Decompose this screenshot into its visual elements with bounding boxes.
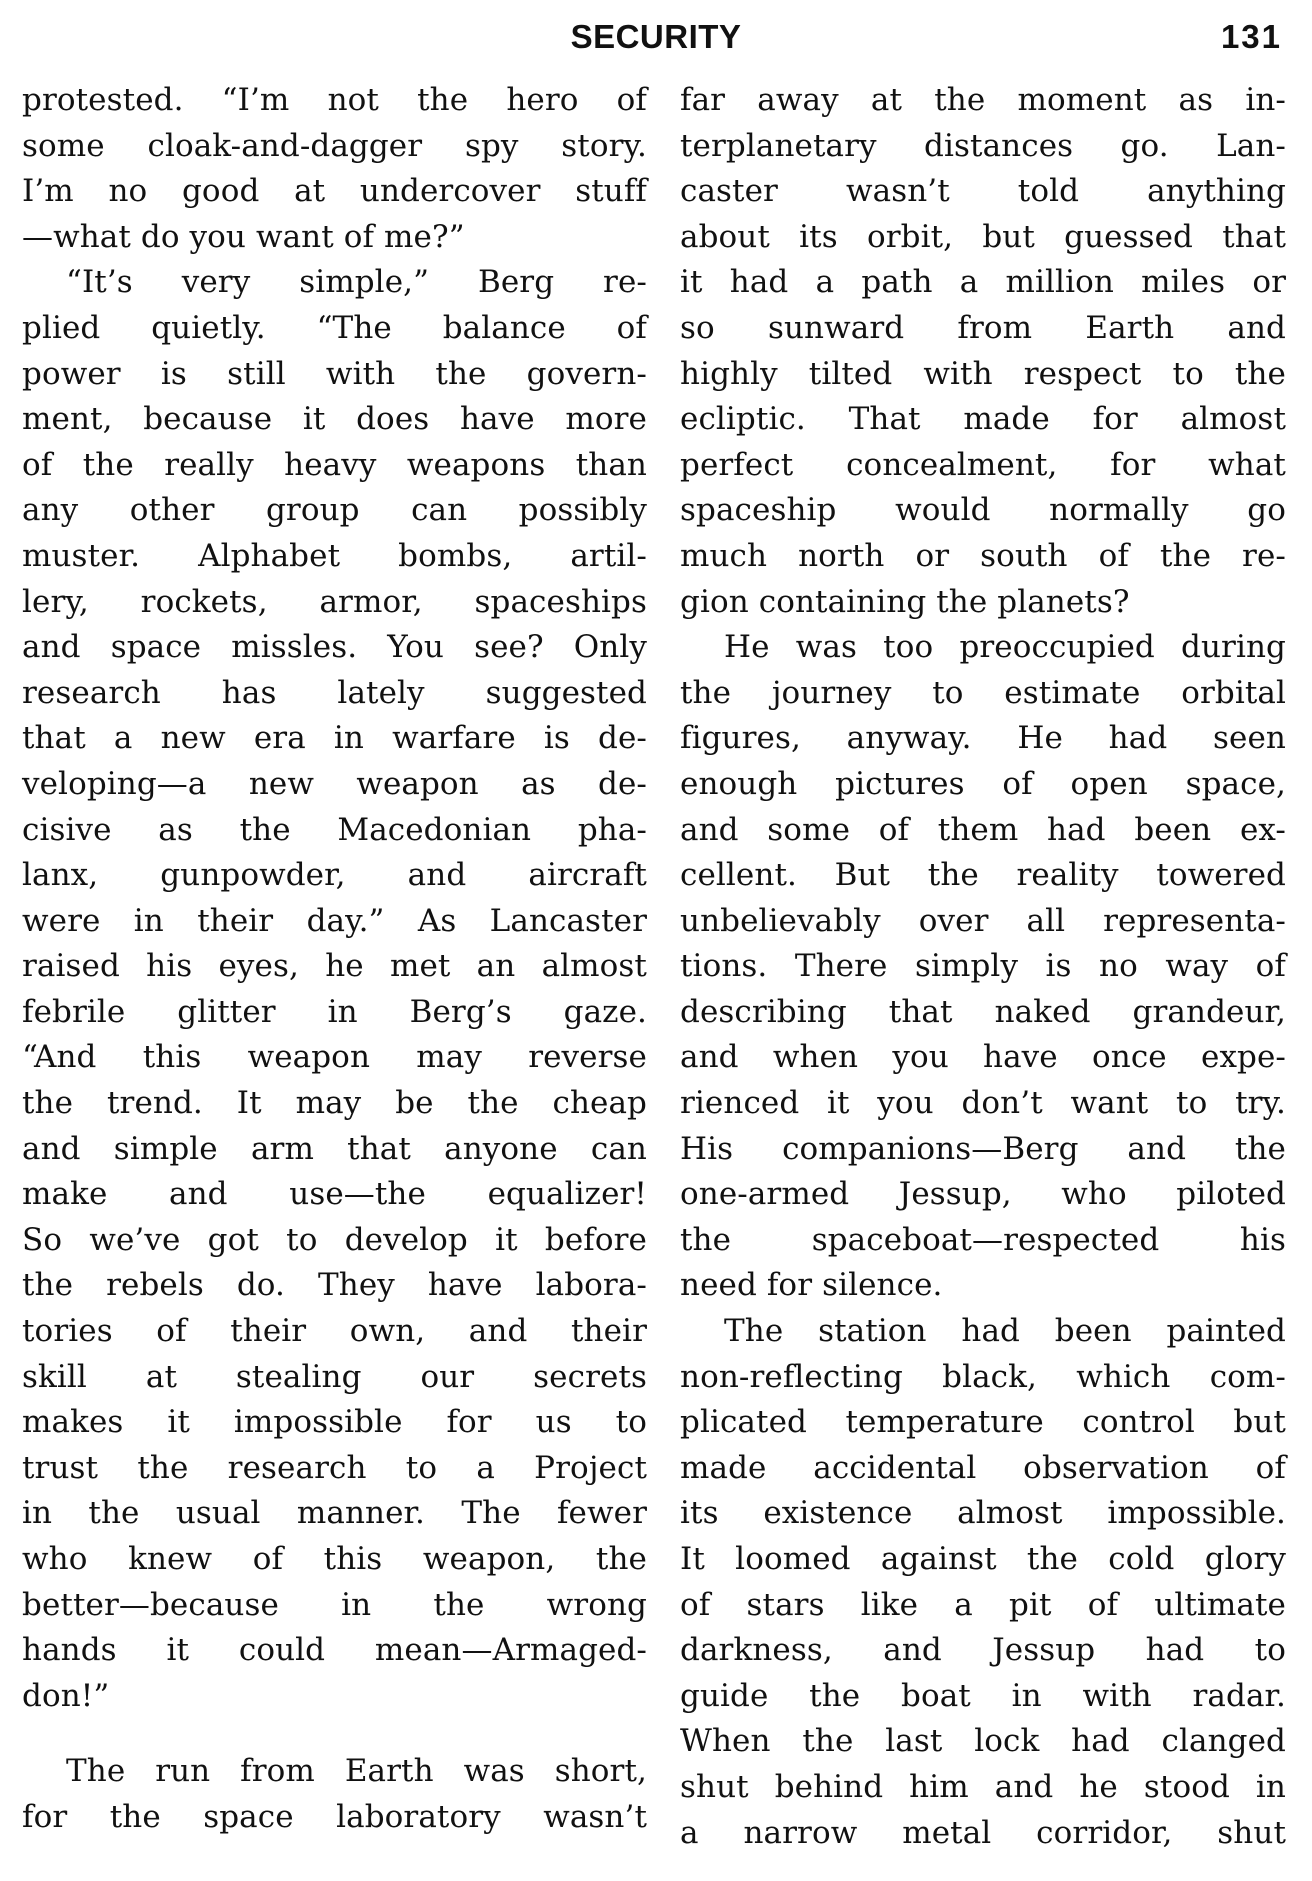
text-line: any other group can possibly [22, 492, 647, 529]
text-line: ecliptic. That made for almost [680, 401, 1286, 438]
text-line: who knew of this weapon, the [22, 1541, 647, 1577]
right-column [680, 78, 1286, 1856]
text-line: figures, anyway. He had seen [680, 720, 1286, 757]
text-line: don!” [22, 1677, 110, 1714]
text-line: describing that naked grandeur, [680, 993, 1286, 1030]
text-line: lery, rockets, armor, spaceships [22, 583, 647, 620]
running-title: SECURITY [570, 18, 742, 55]
text-line: His companions—Berg and the [680, 1130, 1286, 1167]
text-line: hands it could mean—Armaged- [22, 1632, 647, 1669]
text-line: rienced it you don’t want to try. [680, 1085, 1286, 1122]
text-line: made accidental observation of [680, 1449, 1286, 1486]
text-line: caster wasn’t told anything [680, 173, 1286, 210]
text-line: tions. There simply is no way of [680, 948, 1286, 985]
text-line: shut behind him and he stood in [680, 1768, 1286, 1805]
text-line: So we’ve got to develop it before [22, 1221, 647, 1258]
text-line: spaceship would normally go [680, 492, 1286, 529]
text-line: trust the research to a Project [22, 1449, 647, 1486]
text-line: it had a path a million miles or [680, 264, 1286, 301]
page-number: 131 [1220, 18, 1282, 55]
text-line: gion containing the planets? [680, 583, 1130, 620]
text-line: lanx, gunpowder, and aircraft [22, 857, 647, 894]
text-line: unbelievably over all representa- [680, 902, 1286, 939]
text-line: terplanetary distances go. Lan- [680, 127, 1286, 164]
text-line: the spaceboat—respected his [680, 1221, 1286, 1258]
text-line: a narrow metal corridor, shut [680, 1814, 1286, 1851]
text-line: for the space laboratory wasn’t [22, 1798, 647, 1835]
text-line: enough pictures of open space, [680, 765, 1286, 802]
text-line: The station had been painted [724, 1313, 1286, 1350]
text-line: cisive as the Macedonian pha- [22, 811, 647, 848]
text-line: —what do you want of me?” [22, 218, 465, 255]
text-line: guide the boat in with radar. [680, 1677, 1286, 1714]
text-line: of the really heavy weapons than [22, 446, 647, 483]
text-line: darkness, and Jessup had to [680, 1632, 1286, 1669]
text-line: highly tilted with respect to the [680, 355, 1286, 392]
text-line: were in their day.” As Lancaster [22, 902, 647, 939]
text-line: the rebels do. They have labora- [22, 1267, 647, 1304]
text-line: It loomed against the cold glory [680, 1541, 1286, 1577]
text-line: makes it impossible for us to [22, 1404, 647, 1441]
text-line: better—because in the wrong [22, 1586, 647, 1623]
text-line: febrile glitter in Berg’s gaze. [22, 993, 647, 1030]
text-line: ment, because it does have more [22, 401, 647, 438]
page-header [0, 14, 1312, 64]
text-line: and simple arm that anyone can [22, 1130, 647, 1167]
text-line: of stars like a pit of ultimate [680, 1586, 1286, 1623]
text-line: veloping—a new weapon as de- [22, 765, 647, 802]
text-line: about its orbit, but guessed that [680, 218, 1286, 255]
left-column [22, 78, 647, 1841]
text-line: far away at the moment as in- [680, 82, 1286, 118]
text-line: plied quietly. “The balance of [22, 309, 647, 346]
text-line: cellent. But the reality towered [680, 857, 1286, 894]
text-line: protested. “I’m not the hero of [22, 82, 647, 118]
text-line: “It’s very simple,” Berg re- [66, 264, 647, 301]
text-line: its existence almost impossible. [680, 1495, 1286, 1532]
text-line: “And this weapon may reverse [22, 1039, 647, 1076]
text-line: muster. Alphabet bombs, artil- [22, 537, 647, 574]
text-line: make and use—the equalizer! [22, 1176, 647, 1213]
text-line: so sunward from Earth and [680, 309, 1286, 346]
text-line: I’m no good at undercover stuff [22, 173, 647, 210]
text-line: much north or south of the re- [680, 537, 1286, 574]
text-line: some cloak-and-dagger spy story. [22, 127, 647, 164]
text-line: When the last lock had clanged [680, 1723, 1286, 1760]
text-line: research has lately suggested [22, 674, 647, 711]
text-line: that a new era in warfare is de- [22, 720, 647, 757]
text-line: non-reflecting black, which com- [680, 1358, 1286, 1395]
text-line: perfect concealment, for what [680, 446, 1286, 483]
text-line: and when you have once expe- [680, 1039, 1286, 1076]
text-line: The run from Earth was short, [66, 1753, 647, 1790]
text-line: power is still with the govern- [22, 355, 647, 392]
text-line: He was too preoccupied during [724, 629, 1286, 666]
text-line: and space missles. You see? Only [22, 629, 647, 666]
text-line: the trend. It may be the cheap [22, 1085, 647, 1122]
text-line: need for silence. [680, 1267, 943, 1304]
text-line: in the usual manner. The fewer [22, 1495, 647, 1532]
text-line: skill at stealing our secrets [22, 1358, 647, 1395]
text-line: the journey to estimate orbital [680, 674, 1286, 711]
text-line: and some of them had been ex- [680, 811, 1286, 848]
text-line: tories of their own, and their [22, 1313, 647, 1350]
text-line: one-armed Jessup, who piloted [680, 1176, 1286, 1213]
text-line: plicated temperature control but [680, 1404, 1286, 1441]
text-line: raised his eyes, he met an almost [22, 948, 647, 985]
